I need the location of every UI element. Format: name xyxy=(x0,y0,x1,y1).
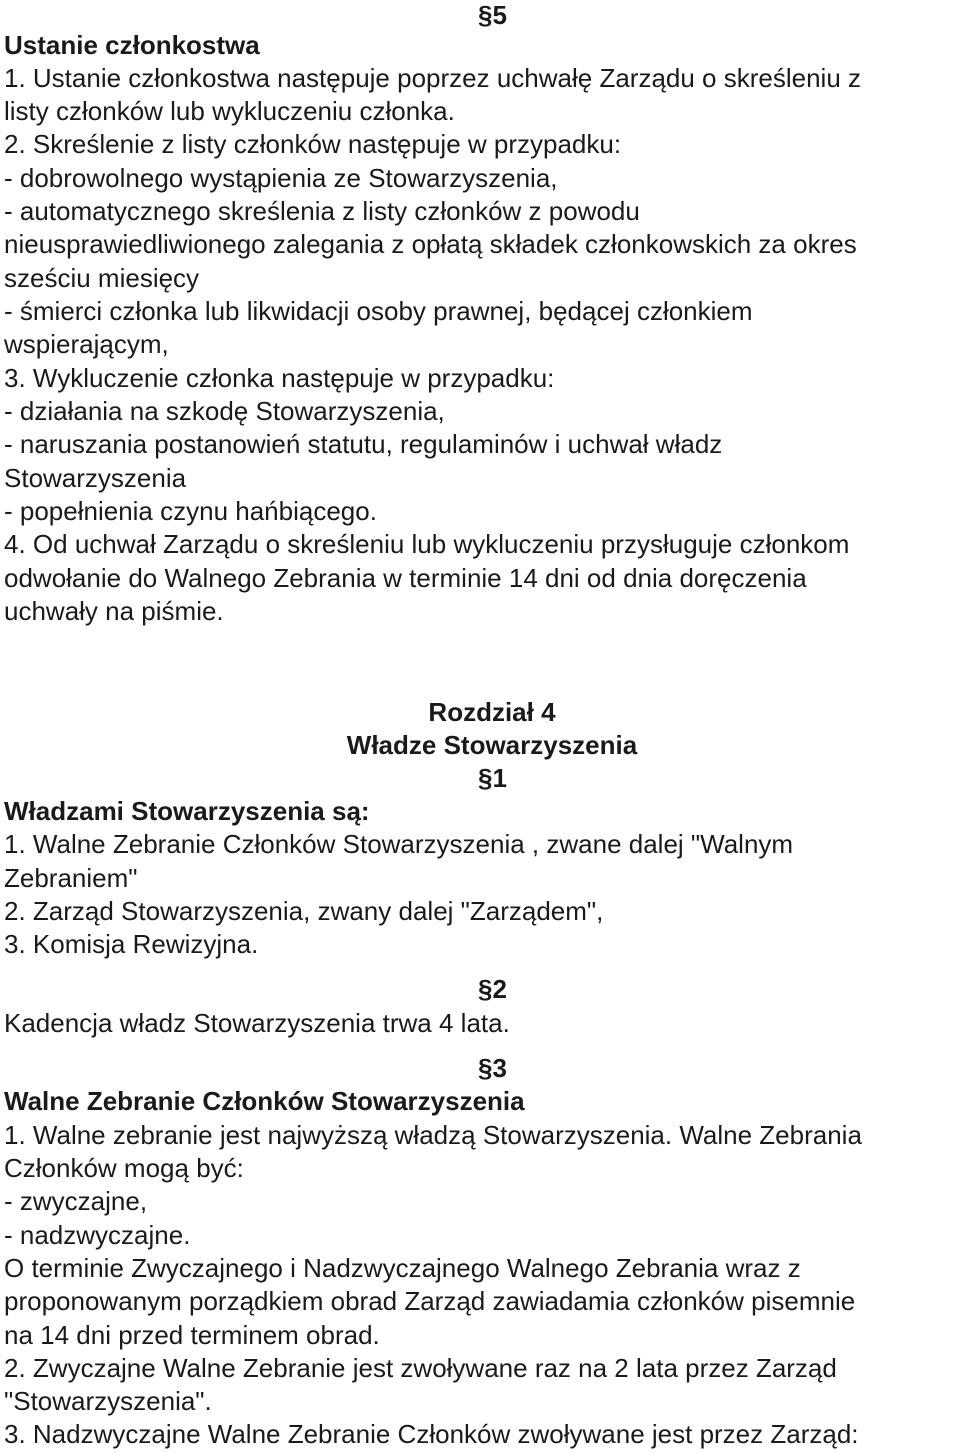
section-3-line: - zwyczajne, xyxy=(4,1186,148,1216)
section-1-marker: §1 xyxy=(478,763,507,793)
section-3-line: "Stowarzyszenia". xyxy=(4,1386,212,1416)
section-3-line: 2. Zwyczajne Walne Zebranie jest zwoływane raz na 2 lata przez Zarząd xyxy=(4,1353,837,1383)
section-1-line: 1. Walne Zebranie Członków Stowarzyszenia , zwane dalej "Walnym xyxy=(4,829,794,859)
section-5-line: uchwały na piśmie. xyxy=(4,596,224,626)
section-3-line: Członków mogą być: xyxy=(4,1153,244,1183)
section-2-marker: §2 xyxy=(478,974,507,1004)
section-5-line: - automatycznego skreślenia z listy członków z powodu xyxy=(4,196,640,226)
section-3-marker: §3 xyxy=(478,1053,507,1083)
section-5-line: Stowarzyszenia xyxy=(4,463,187,493)
section-5-line: 1. Ustanie członkostwa następuje poprzez uchwałę Zarządu o skreśleniu z xyxy=(4,63,862,93)
section-1-line: Zebraniem" xyxy=(4,863,138,893)
section-1-line: 2. Zarząd Stowarzyszenia, zwany dalej "Zarządem", xyxy=(4,896,604,926)
chapter-subtitle: Władze Stowarzyszenia xyxy=(346,730,638,760)
section-2-line: Kadencja władz Stowarzyszenia trwa 4 lata. xyxy=(4,1008,510,1038)
section-3-line: na 14 dni przed terminem obrad. xyxy=(4,1320,380,1350)
section-5-line: - popełnienia czynu hańbiącego. xyxy=(4,496,377,526)
section-5-line: sześciu miesięcy xyxy=(4,263,200,293)
section-5-line: 2. Skreślenie z listy członków następuje w przypadku: xyxy=(4,129,622,159)
section-5-line: - śmierci członka lub likwidacji osoby prawnej, będącej członkiem xyxy=(4,296,753,326)
section-5-heading: Ustanie członkostwa xyxy=(4,30,260,60)
section-5-line: wspierającym, xyxy=(4,329,169,359)
section-3-line: 1. Walne zebranie jest najwyższą władzą Stowarzyszenia. Walne Zebrania xyxy=(4,1120,862,1150)
section-5-line: - działania na szkodę Stowarzyszenia, xyxy=(4,396,445,426)
section-3-line: proponowanym porządkiem obrad Zarząd zawiadamia członków pisemnie xyxy=(4,1286,856,1316)
section-3-line: - nadzwyczajne. xyxy=(4,1220,191,1250)
document-page xyxy=(4,0,960,1452)
section-5-line: listy członków lub wykluczeniu członka. xyxy=(4,96,455,126)
section-5-line: nieusprawiedliwionego zalegania z opłatą składek członkowskich za okres xyxy=(4,229,857,259)
section-3-heading: Walne Zebranie Członków Stowarzyszenia xyxy=(4,1086,525,1116)
section-5-marker: §5 xyxy=(478,0,507,30)
section-5-line: odwołanie do Walnego Zebrania w terminie 14 dni od dnia doręczenia xyxy=(4,563,807,593)
section-3-line: O terminie Zwyczajnego i Nadzwyczajnego Walnego Zebrania wraz z xyxy=(4,1253,801,1283)
section-3-line: 3. Nadzwyczajne Walne Zebranie Członków zwoływane jest przez Zarząd: xyxy=(4,1419,859,1449)
section-5-line: 3. Wykluczenie członka następuje w przypadku: xyxy=(4,363,555,393)
section-1-heading: Władzami Stowarzyszenia są: xyxy=(4,796,370,826)
section-1-line: 3. Komisja Rewizyjna. xyxy=(4,929,259,959)
section-5-line: 4. Od uchwał Zarządu o skreśleniu lub wykluczeniu przysługuje członkom xyxy=(4,529,850,559)
section-5-line: - naruszania postanowień statutu, regulaminów i uchwał władz xyxy=(4,429,723,459)
chapter-title: Rozdział 4 xyxy=(428,697,556,727)
section-5-line: - dobrowolnego wystąpienia ze Stowarzyszenia, xyxy=(4,163,558,193)
